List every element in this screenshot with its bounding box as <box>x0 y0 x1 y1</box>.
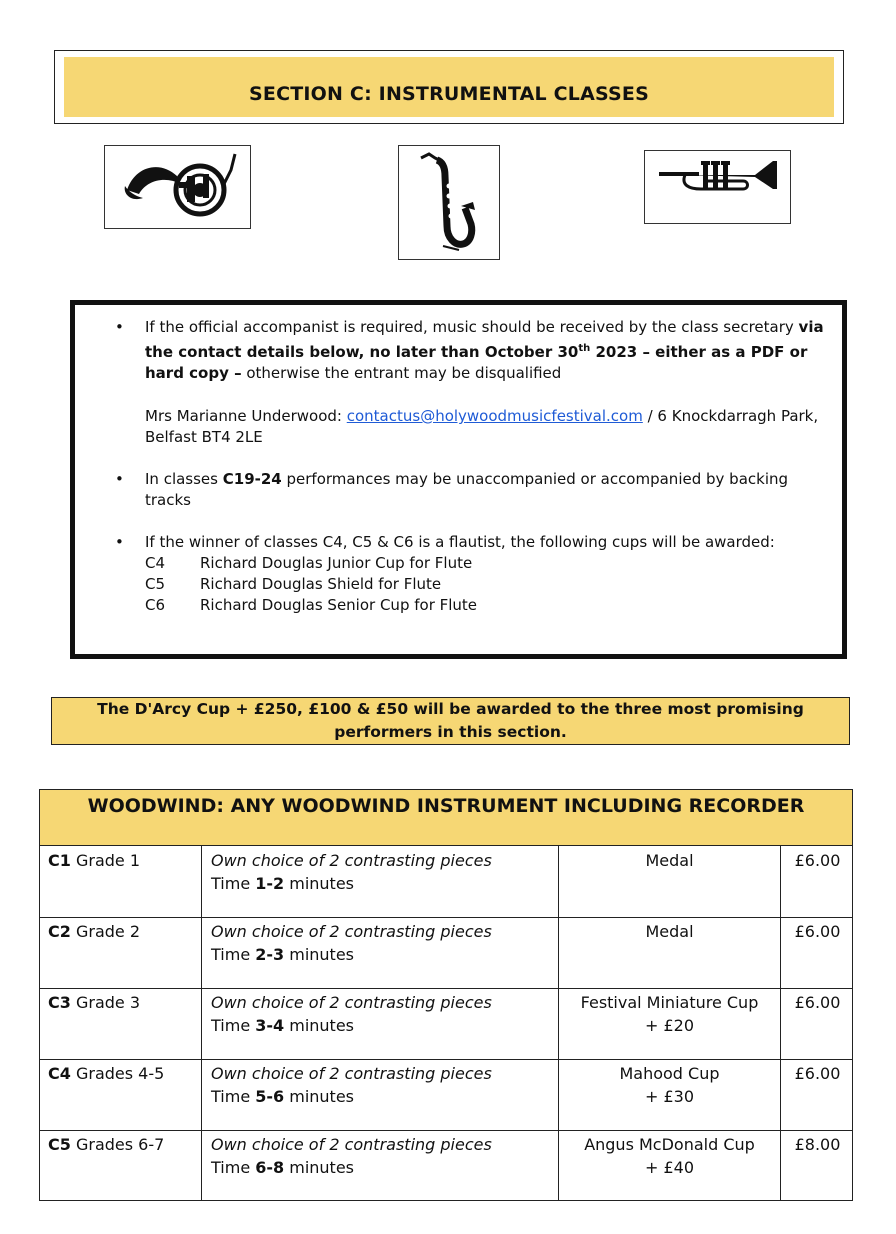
cup-class-code: C6 <box>145 596 166 614</box>
contact-name: Mrs Marianne Underwood: <box>145 407 347 425</box>
time-unit: minutes <box>284 1087 355 1106</box>
class-time <box>211 1085 558 1108</box>
section-title: SECTION C: INSTRUMENTAL CLASSES <box>249 83 649 105</box>
cup-name: Richard Douglas Junior Cup for Flute <box>200 554 473 572</box>
note-accompanist <box>115 317 824 384</box>
class-code: C2 <box>48 922 71 941</box>
description-cell <box>202 988 559 1059</box>
time-label: Time <box>211 1016 256 1035</box>
cup-name: Richard Douglas Senior Cup for Flute <box>200 596 478 614</box>
award-prize: + £20 <box>644 1016 695 1035</box>
class-grade: Grades 4-5 <box>70 1064 165 1083</box>
class-grade: Grades 6-7 <box>70 1135 165 1154</box>
contact-details <box>115 406 824 448</box>
class-code: C3 <box>48 993 71 1012</box>
class-cell <box>40 846 202 917</box>
class-description: Own choice of 2 contrasting pieces <box>211 1064 492 1083</box>
award-name: Medal <box>645 922 694 941</box>
fee-cell: £6.00 <box>794 1064 841 1083</box>
contact-address: / 6 Knockdarragh Park, Belfast BT4 2LE <box>145 407 819 446</box>
time-range: 5-6 <box>255 1087 285 1106</box>
class-cell <box>40 1059 202 1130</box>
section-header-band <box>64 57 834 117</box>
class-time <box>211 943 558 966</box>
description-cell <box>202 846 559 917</box>
note-bold: C19-24 <box>222 470 282 488</box>
woodwind-heading: WOODWIND: ANY WOODWIND INSTRUMENT INCLUDING RECORDER <box>40 790 852 846</box>
fee-cell: £8.00 <box>794 1135 841 1154</box>
note-bold: via the contact details below, no later than October 30 <box>145 318 824 361</box>
time-unit: minutes <box>284 945 355 964</box>
darcy-cup-banner <box>51 697 850 745</box>
time-unit: minutes <box>284 874 355 893</box>
class-code: C4 <box>48 1064 71 1083</box>
cup-class-code: C5 <box>145 575 166 593</box>
award-name: Festival Miniature Cup <box>580 993 759 1012</box>
award-cell <box>559 917 781 988</box>
notes-box <box>70 300 847 659</box>
bullet: • <box>115 470 124 488</box>
class-code: C5 <box>48 1135 71 1154</box>
table-row <box>40 1130 852 1201</box>
time-unit: minutes <box>284 1158 355 1177</box>
description-cell <box>202 1130 559 1201</box>
class-time <box>211 872 558 895</box>
cup-class-code: C4 <box>145 554 166 572</box>
award-prize: + £30 <box>644 1087 695 1106</box>
bullet: • <box>115 533 124 551</box>
trumpet-image <box>644 150 791 224</box>
award-cell <box>559 988 781 1059</box>
note-flute-cups <box>115 532 824 616</box>
fee-cell: £6.00 <box>794 993 841 1012</box>
time-label: Time <box>211 945 256 964</box>
award-name: Medal <box>645 851 694 870</box>
class-description: Own choice of 2 contrasting pieces <box>211 851 492 870</box>
time-range: 2-3 <box>255 945 285 964</box>
time-label: Time <box>211 1158 256 1177</box>
table-row <box>40 988 852 1060</box>
class-grade: Grade 3 <box>70 993 141 1012</box>
bullet: • <box>115 318 124 336</box>
contact-email-link[interactable]: contactus@holywoodmusicfestival.com <box>346 407 643 425</box>
award-cell <box>559 1130 781 1201</box>
award-name: Mahood Cup <box>619 1064 720 1083</box>
class-time <box>211 1156 558 1179</box>
table-row <box>40 917 852 989</box>
note-text: performances may be unaccompanied or accompanied by backing tracks <box>145 470 789 509</box>
award-prize: + £40 <box>644 1158 695 1177</box>
cup-row <box>145 553 824 574</box>
note-text: If the winner of classes C4, C5 & C6 is a flautist, the following cups will be awarded: <box>145 533 775 551</box>
superscript: th <box>578 343 591 354</box>
class-description: Own choice of 2 contrasting pieces <box>211 922 492 941</box>
class-grade: Grade 2 <box>70 922 141 941</box>
award-cell <box>559 1059 781 1130</box>
woodwind-table <box>39 789 853 1201</box>
table-row <box>40 846 852 918</box>
time-range: 3-4 <box>255 1016 285 1035</box>
note-backing-tracks <box>115 469 824 511</box>
note-text: If the official accompanist is required, music should be received by the class secretary <box>145 318 799 336</box>
cup-row <box>145 574 824 595</box>
class-cell <box>40 917 202 988</box>
saxophone-icon <box>399 146 499 259</box>
class-grade: Grade 1 <box>70 851 141 870</box>
darcy-cup-text: The D'Arcy Cup + £250, £100 & £50 will be awarded to the three most promising performers in this section. <box>97 700 804 741</box>
table-row <box>40 1059 852 1131</box>
class-code: C1 <box>48 851 71 870</box>
award-name: Angus McDonald Cup <box>584 1135 755 1154</box>
fee-cell: £6.00 <box>794 922 841 941</box>
class-time <box>211 1014 558 1037</box>
section-header <box>54 50 844 124</box>
class-description: Own choice of 2 contrasting pieces <box>211 1135 492 1154</box>
time-label: Time <box>211 874 256 893</box>
fee-cell: £6.00 <box>794 851 841 870</box>
time-range: 1-2 <box>255 874 285 893</box>
saxophone-image <box>398 145 500 260</box>
note-text: In classes <box>145 470 223 488</box>
trumpet-icon <box>645 151 790 223</box>
time-range: 6-8 <box>255 1158 285 1177</box>
note-text: otherwise the entrant may be disqualified <box>241 364 562 382</box>
class-cell <box>40 1130 202 1201</box>
note-bold: 2023 – either as a PDF or hard copy – <box>145 343 808 382</box>
class-description: Own choice of 2 contrasting pieces <box>211 993 492 1012</box>
description-cell <box>202 917 559 988</box>
cup-name: Richard Douglas Shield for Flute <box>200 575 442 593</box>
time-unit: minutes <box>284 1016 355 1035</box>
class-cell <box>40 988 202 1059</box>
description-cell <box>202 1059 559 1130</box>
time-label: Time <box>211 1087 256 1106</box>
french-horn-image <box>104 145 251 229</box>
cup-row <box>145 595 824 616</box>
french-horn-icon <box>105 146 250 228</box>
award-cell <box>559 846 781 917</box>
